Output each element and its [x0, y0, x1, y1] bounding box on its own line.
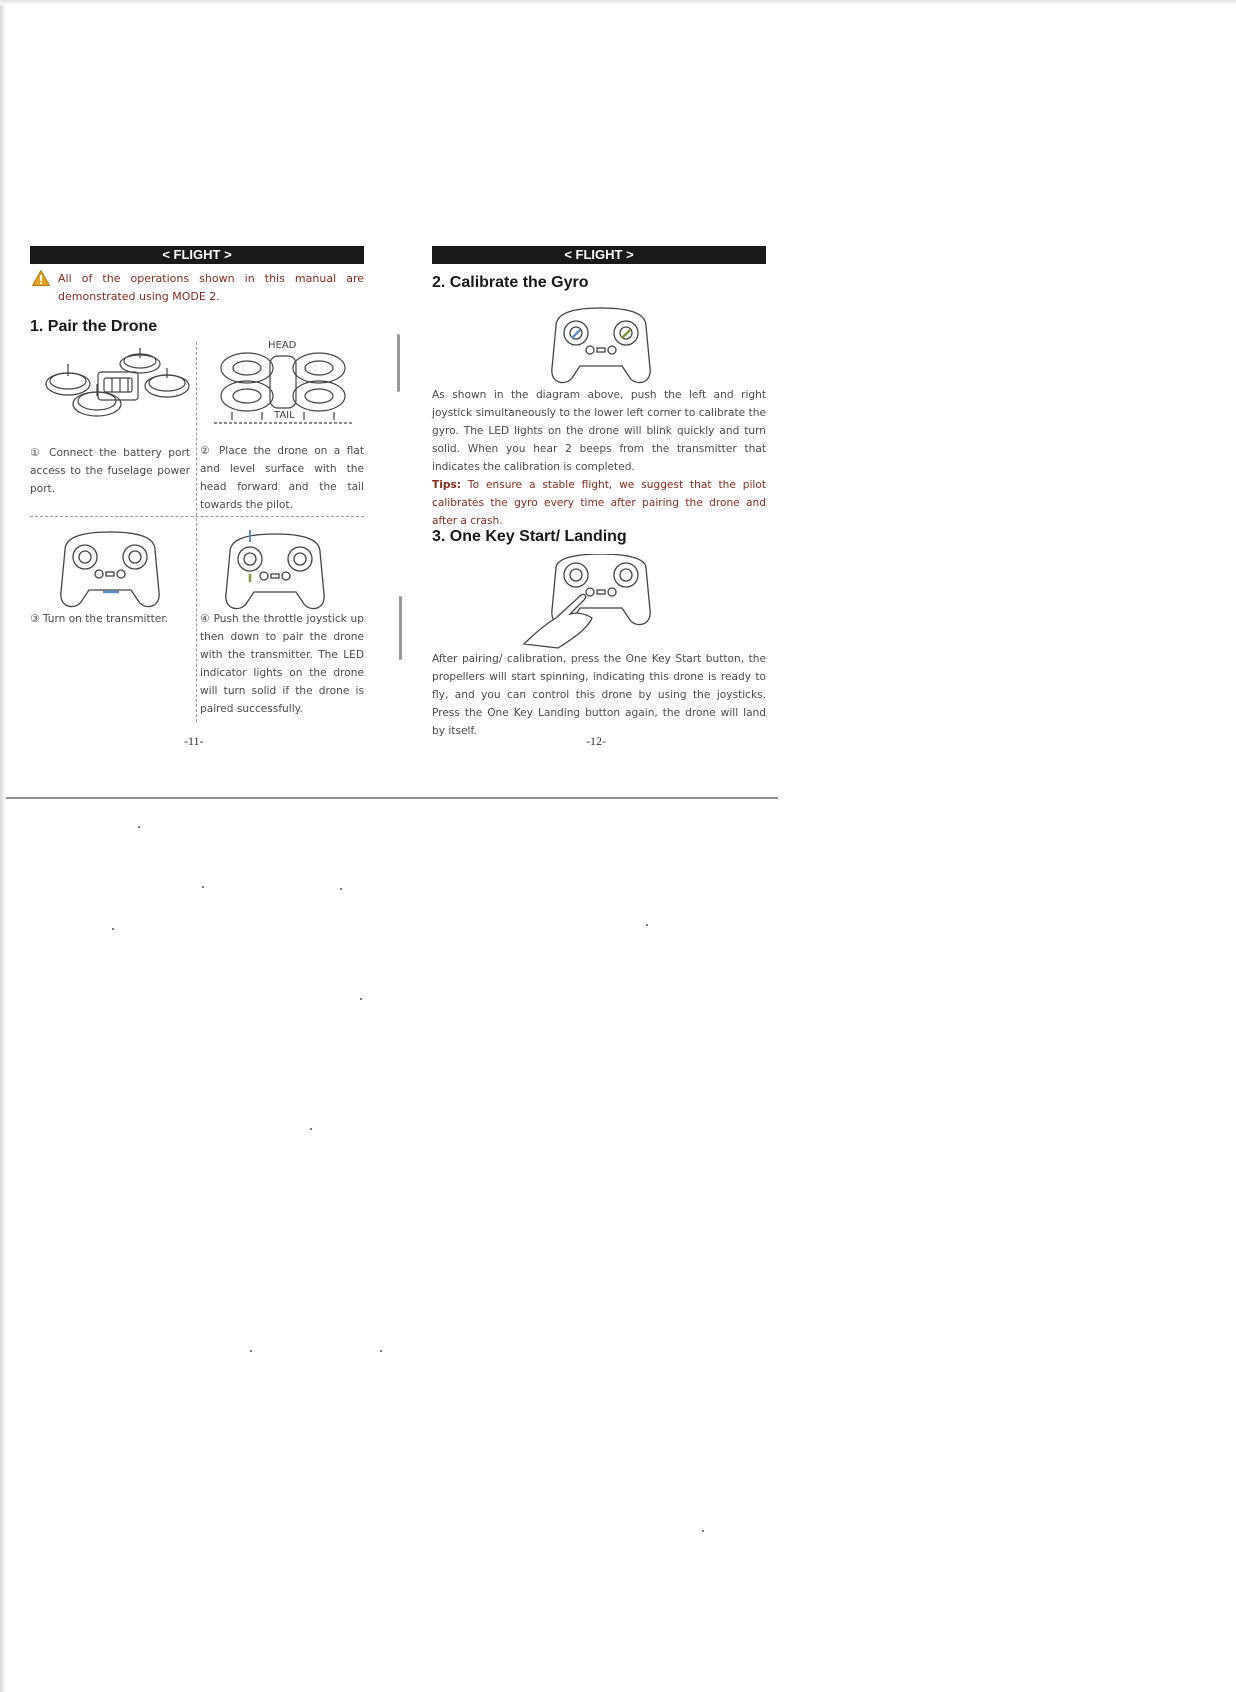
- scan-speck: [310, 1128, 312, 1130]
- scan-speck: [702, 1530, 704, 1532]
- flight-header-bar: < FLIGHT >: [30, 246, 364, 264]
- calibrate-text: As shown in the diagram above, push the left and right joystick simultaneously to the lower left corner to calibrate the gyro. The LED lights on the drone will blink quickly and turn solid. When you hear 2 beeps from the transmitter that indicates the calibration is completed.: [432, 389, 766, 473]
- transmitter-onekey-illustration: [522, 554, 656, 652]
- onekey-text: After pairing/ calibration, press the One Key Start button, the propellers will start spinning, indicating this drone is ready to fly, and you can control this drone by using the joysticks. Press the One Key Landing button again, the drone will land by itself.: [432, 653, 766, 737]
- scan-speck: [202, 886, 204, 888]
- page-fold-line: [6, 797, 778, 799]
- step-1-text: ① Connect the battery port access to the fuselage power port.: [30, 447, 190, 495]
- transmitter-gyro-illustration: [546, 302, 656, 386]
- flight-header-bar: < FLIGHT >: [432, 246, 766, 264]
- manual-page-11: [30, 246, 364, 748]
- binding-mark-top: [397, 334, 400, 392]
- binding-mark-bottom: [399, 596, 402, 660]
- page-number-11: -11-: [184, 734, 204, 748]
- manual-page-12: [432, 246, 766, 748]
- scan-speck: [360, 998, 362, 1000]
- scan-left-edge: [0, 0, 7, 1692]
- section-title-one-key: 3. One Key Start/ Landing: [432, 528, 627, 545]
- drone-tail-label: TAIL: [274, 410, 295, 421]
- warning-triangle-icon: [32, 270, 50, 286]
- drone-head-tail-illustration: [202, 338, 364, 438]
- step-3-text: ③ Turn on the transmitter.: [30, 613, 169, 625]
- scan-speck: [380, 1350, 382, 1352]
- tips-note: [432, 476, 766, 530]
- warning-text: All of the operations shown in this manual are demonstrated using MODE 2.: [58, 272, 364, 303]
- warning-note: [30, 270, 364, 306]
- page-number-12: -12-: [586, 734, 606, 748]
- tips-label: Tips:: [432, 479, 461, 491]
- scan-top-edge: [0, 0, 1236, 5]
- section-title-pair-drone: 1. Pair the Drone: [30, 318, 158, 335]
- scan-speck: [250, 1350, 252, 1352]
- step-2-text: ② Place the drone on a flat and level surface with the head forward and the tail towards the pilot.: [200, 445, 364, 511]
- tips-text: To ensure a stable flight, we suggest that the pilot calibrates the gyro every time after pairing the drone and after a crash.: [432, 479, 766, 527]
- dashed-divider-horizontal: [30, 516, 364, 517]
- drone-battery-illustration: [42, 346, 192, 426]
- scan-speck: [138, 826, 140, 828]
- drone-head-label: HEAD: [268, 340, 297, 351]
- dashed-divider-vertical: [196, 342, 197, 722]
- transmitter-power-illustration: [55, 530, 165, 610]
- scan-speck: [112, 928, 114, 930]
- section-title-calibrate-gyro: 2. Calibrate the Gyro: [432, 274, 589, 291]
- step-4-text: ④ Push the throttle joystick up then down to pair the drone with the transmitter. The LED indicator lights on the drone will turn solid if the drone is paired successfully.: [200, 613, 364, 715]
- scan-speck: [646, 924, 648, 926]
- scan-speck: [340, 888, 342, 890]
- transmitter-throttle-illustration: [220, 528, 330, 612]
